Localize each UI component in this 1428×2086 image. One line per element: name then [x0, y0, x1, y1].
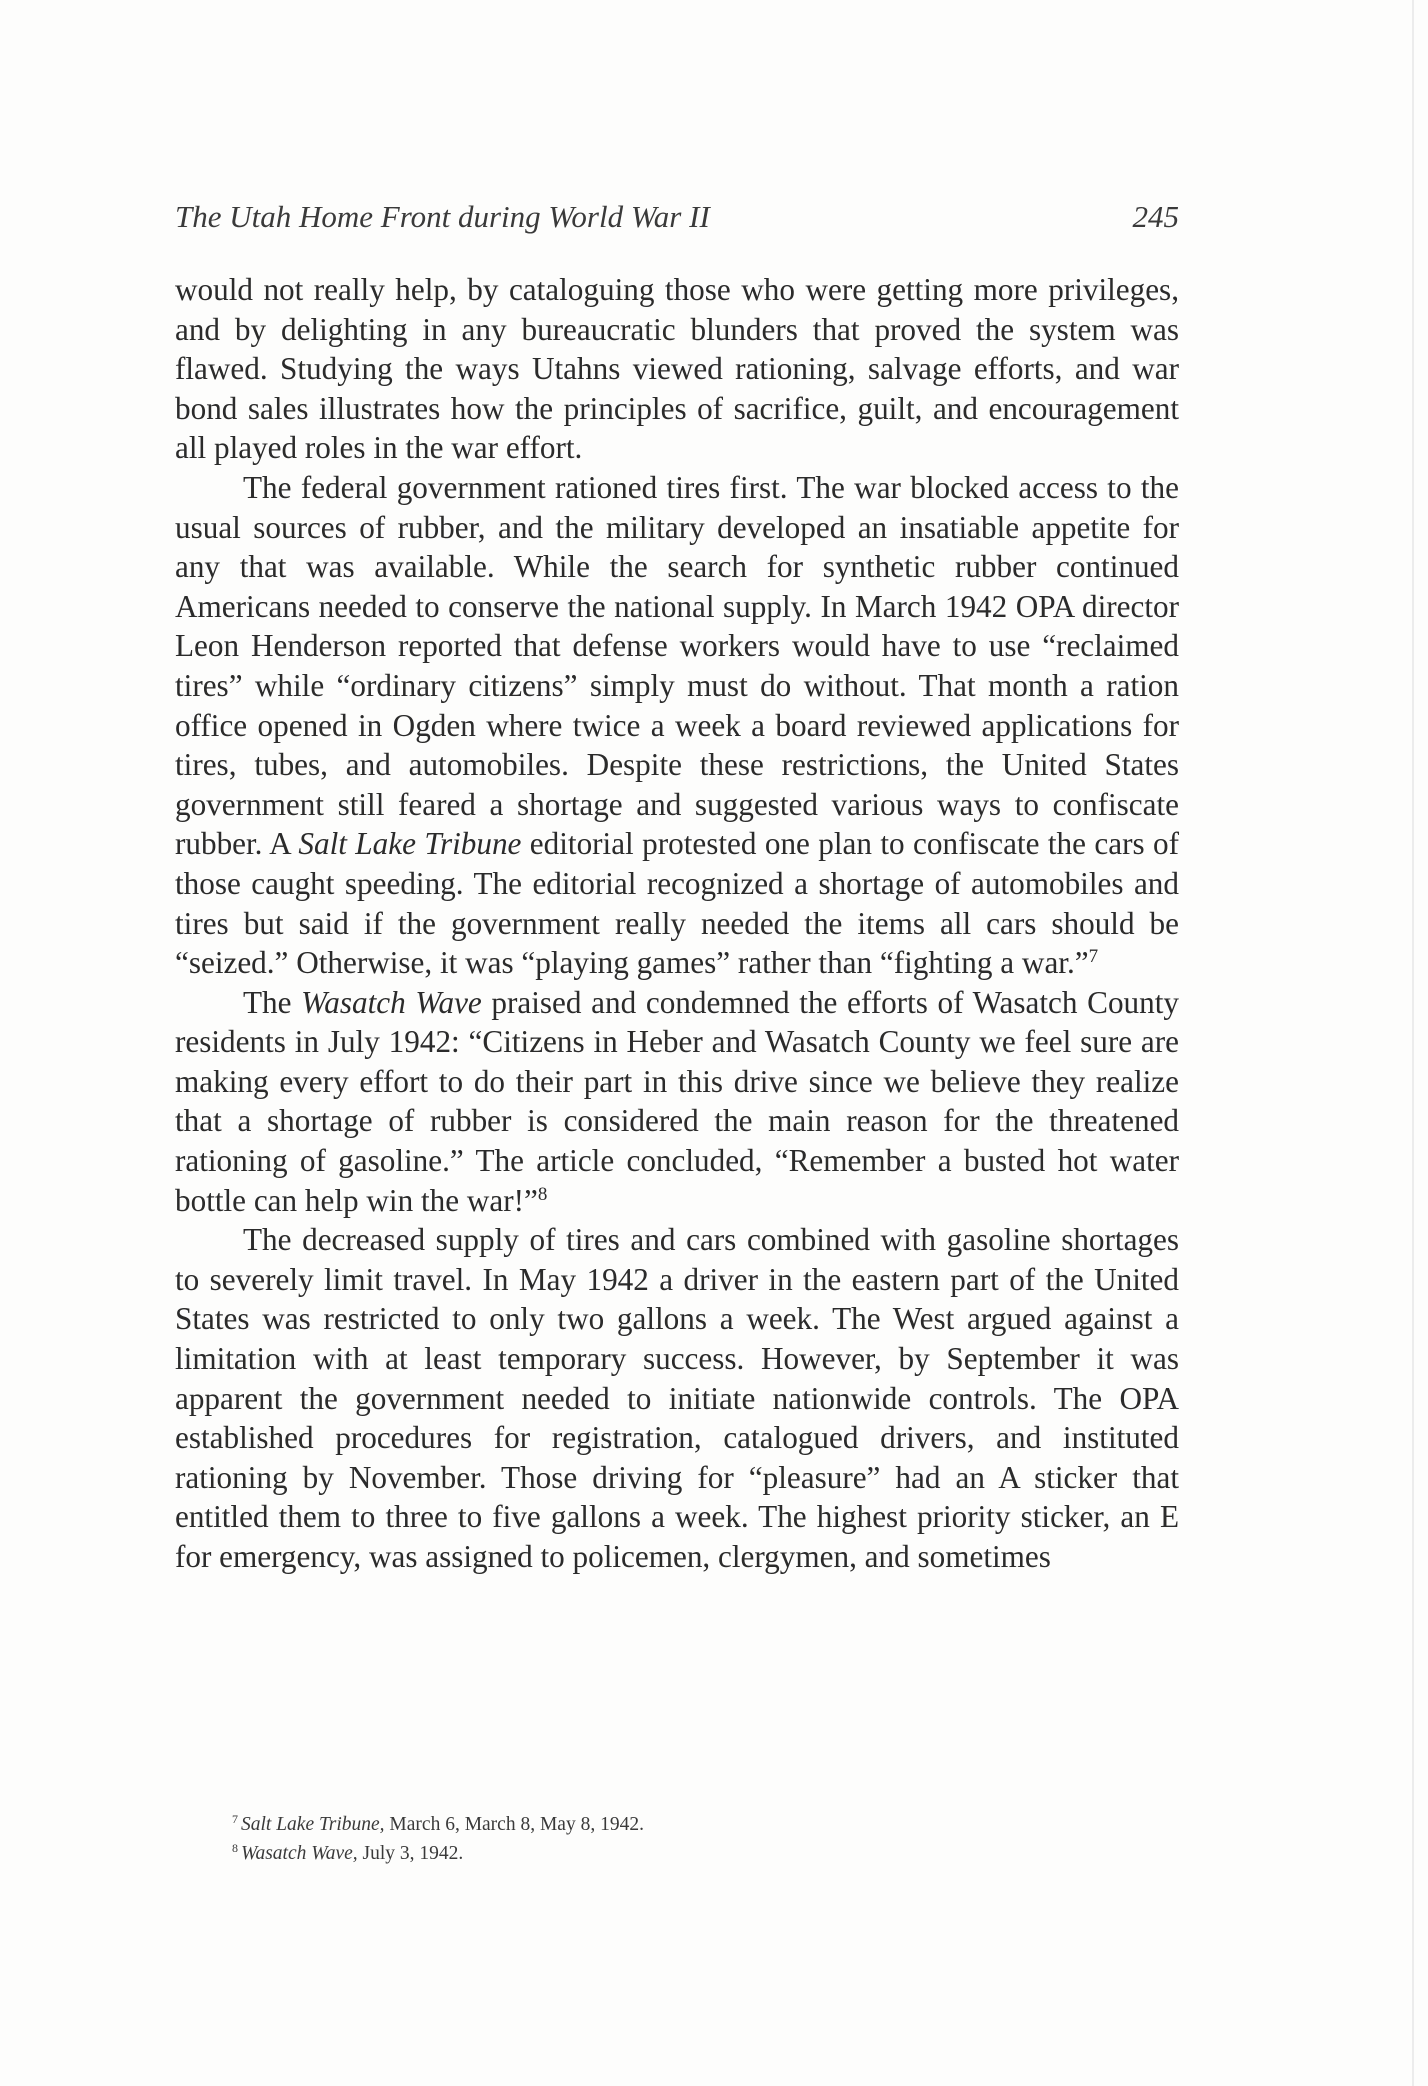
footnote-details: July 3, 1942. — [357, 1843, 464, 1864]
footnote-details: March 6, March 8, May 8, 1942. — [384, 1814, 644, 1835]
footnote — [175, 1810, 1179, 1839]
footnote-source: Salt Lake Tribune, — [241, 1814, 385, 1835]
body-text — [175, 270, 1179, 1577]
paragraph — [175, 468, 1179, 983]
paragraph-text: would not really help, by cataloguing those who were getting more privileges, and by delighting in any bureaucratic blunders that proved the system was flawed. Studying the ways Utahns viewed rationing, salvage efforts, and war bond sales illustrates how the principles of sacrifice, guilt, and encouragement all played roles in the war effort. — [175, 272, 1179, 466]
paragraph-text: The decreased supply of tires and cars combined with gasoline shortages to severely limit travel. In May 1942 a driver in the eastern part of the United States was restricted to only two gallons a week. The West argued against a limitation with at least temporary success. However, by September it was apparent the government needed to initiate nationwide controls. The OPA established procedures for registration, catalogued drivers, and instituted rationing by November. Those driving for “pleasure” had an A sticker that entitled them to three to five gallons a week. The highest priority sticker, an E for emergency, was assigned to policemen, clergymen, and sometimes — [175, 1222, 1179, 1574]
publication-title: Wasatch Wave — [301, 984, 482, 1020]
paragraph — [175, 1220, 1179, 1576]
footnote-source: Wasatch Wave, — [241, 1843, 358, 1864]
footnote-reference: 8 — [537, 1183, 548, 1205]
footnote-reference: 7 — [1088, 946, 1099, 968]
paragraph-text: The federal government rationed tires first. The war blocked access to the usual sources of rubber, and the military developed an insatiable appetite for any that was available. While the search for synthetic rubber continued Americans needed to conserve the national supply. In March 1942 OPA director Leon Henderson reported that defense workers would have to use “reclaimed tires” while “ordinary citizens” simply must do without. That month a ration office opened in Ogden where twice a week a board reviewed applications for tires, tubes, and automobiles. Despite these restrictions, the United States government still feared a shortage and suggested various ways to confiscate rubber. A — [175, 469, 1179, 862]
paragraph-text: editorial protested one plan to confiscate the cars of those caught speeding. The editorial recognized a shortage of automobiles and tires but said if the government really needed the items all cars should be “seized.” Otherwise, it was “playing games” rather than “fighting a war.” — [175, 826, 1179, 981]
paragraph-text: praised and condemned the efforts of Wasatch County residents in July 1942: “Citizens in Heber and Wasatch County we feel sure are making every effort to do their part in this drive since we believe they realize that a shortage of rubber is considered the main reason for the threatened rationing of gasoline.” The article concluded, “Remember a busted hot water bottle can help win the war!” — [175, 984, 1179, 1218]
running-head-title: The Utah Home Front during World War II — [175, 199, 710, 234]
paragraph — [175, 983, 1179, 1221]
footnotes — [175, 1810, 1179, 1868]
footnote — [175, 1839, 1179, 1868]
running-head — [175, 199, 1179, 239]
paragraph — [175, 270, 1179, 468]
publication-title: Salt Lake Tribune — [298, 826, 522, 862]
footnote-number: 8 — [232, 1841, 238, 1855]
paragraph-text: The — [243, 984, 302, 1020]
page-number: 245 — [1132, 199, 1179, 234]
footnote-number: 7 — [232, 1812, 238, 1826]
page-edge-shadow — [1412, 0, 1414, 2086]
